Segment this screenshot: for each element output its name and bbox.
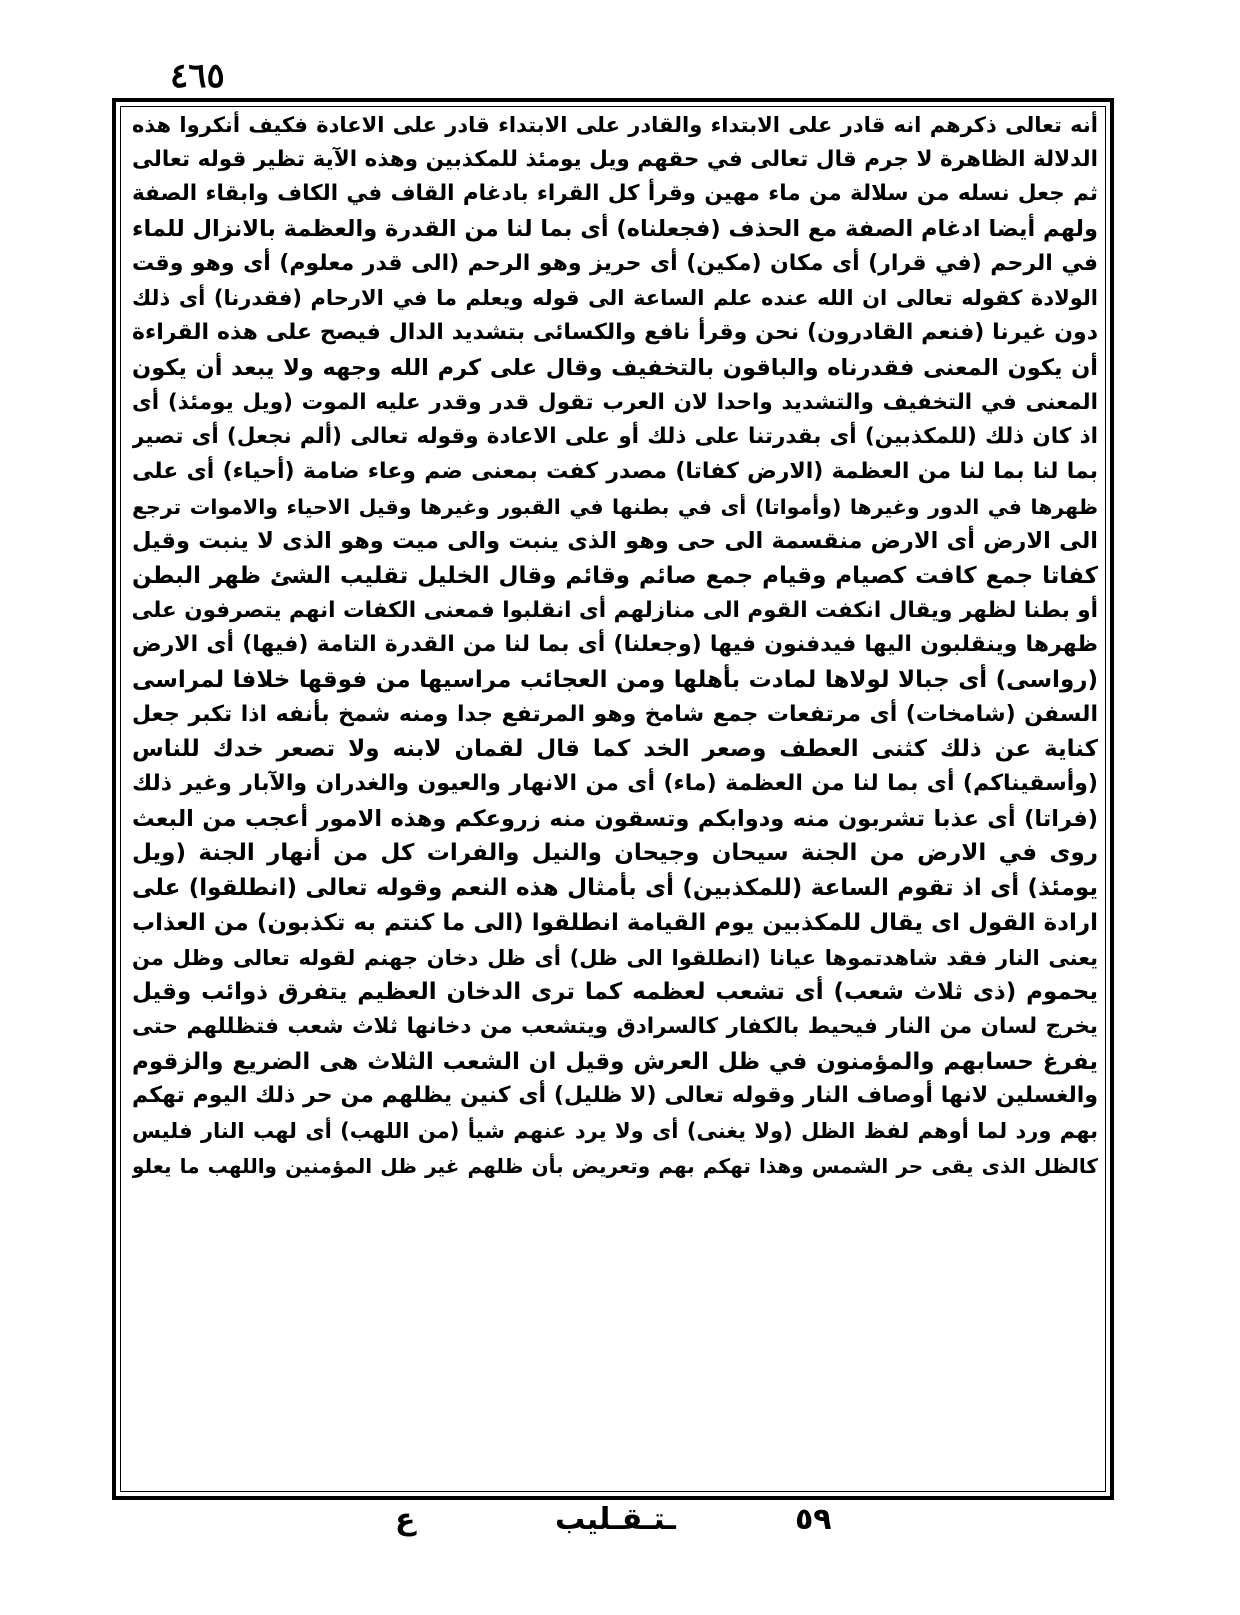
text-line: ولهم أيضا ادغام الصفة مع الحذف (فجعلناه) أى بما لنا من القدرة والعظمة بالانزال للماء [132,216,1098,243]
text-line: كفاتا جمع كافت كصيام وقيام جمع صائم وقائم وقال الخليل تقليب الشئ ظهر البطن [132,562,1098,589]
text-line: الدلالة الظاهرة لا جرم قال تعالى في حقهم ويل يومئذ للمكذبين وهذه الآية تظير قوله تعالى [132,146,1098,172]
text-line: كالظل الذى يقى حر الشمس وهذا تهكم بهم وتعريض بأن ظلهم غير ظل المؤمنين واللهب ما يعلو [132,1153,1098,1178]
text-line: الولادة كقوله تعالى ان الله عنده علم الساعة الى قوله ويعلم ما في الارحام (فقدرنا) أى ذلك [132,286,1098,311]
text-line: أنه تعالى ذكرهم انه قادر على الابتداء والقادر على الابتداء قادر على الاعادة فكيف أنكروا هذه [132,113,1098,137]
text-line: يخرج لسان من النار فيحيط بالكفار كالسرادق ويتشعب من دخانها ثلاث شعب فتظللهم حتى [132,1013,1098,1039]
signature-mark: ع [395,1502,416,1537]
body-text [132,108,1098,1183]
text-line: اذ كان ذلك (للمكذبين) أى بقدرتنا على ذلك أو على الاعادة وقوله تعالى (ألم نجعل) أى تصير [132,424,1098,450]
text-line: في الرحم (في قرار) أى مكان (مكين) أى حريز وهو الرحم (الى قدر معلوم) أى وهو وقت [132,250,1098,276]
catchword: ـتـقـليب [555,1502,676,1537]
text-line: روى في الارض من الجنة سيحان وجيحان والنيل والفرات كل من أنهار الجنة (ويل [132,840,1098,867]
page-footer [0,1498,1240,1558]
text-line: ظهرها وينقلبون اليها فيدفنون فيها (وجعلنا) أى بما لنا من القدرة التامة (فيها) أى الارض [132,632,1098,658]
sheet-number: ٥٩ [795,1502,832,1537]
text-frame [112,98,1114,1500]
text-line: ظهرها في الدور وغيرها (وأمواتا) أى في بطنها في القبور وغيرها وقيل الاحياء والاموات ترجع [132,494,1098,519]
text-line: (وأسقيناكم) أى بما لنا من العظمة (ماء) أى من الانهار والعيون والغدران والآبار وغير ذلك [132,771,1098,797]
text-line: يعنى النار فقد شاهدتموها عيانا (انطلقوا الى ظل) أى ظل دخان جهنم لقوله تعالى وظل من [132,945,1098,970]
page-number: ٤٦٥ [170,56,225,96]
text-line: يومئذ) أى اذ تقوم الساعة (للمكذبين) أى بأمثال هذه النعم وقوله تعالى (انطلقوا) على [132,875,1098,902]
text-line: الى الارض أى الارض منقسمة الى حى وهو الذى ينبت والى ميت وهو الذى لا ينبت وقيل [132,528,1098,555]
text-line: (رواسى) أى جبالا لولاها لمادت بأهلها ومن العجائب مراسيها من فوقها خلافا لمراسى [132,667,1098,693]
text-line: دون غيرنا (فنعم القادرون) نحن وقرأ نافع والكسائى بتشديد الدال فيصح على هذه القراءة [132,320,1098,346]
text-line: والغسلين لانها أوصاف النار وقوله تعالى (لا ظليل) أى كنين يظلهم من حر ذلك اليوم تهكم [132,1083,1098,1109]
text-line: بهم ورد لما أوهم لفظ الظل (ولا يغنى) أى ولا يرد عنهم شيأ (من اللهب) أى لهب النار فليس [132,1118,1098,1143]
text-line: يفرغ حسابهم والمؤمنون في ظل العرش وقيل ان الشعب الثلاث هى الضريع والزقوم [132,1048,1098,1075]
text-line: السفن (شامخات) أى مرتفعات جمع شامخ وهو المرتفع جدا ومنه شمخ بأنفه اذا تكبر جعل [132,701,1098,727]
text-line: بما لنا بما لنا من العظمة (الارض كفاتا) مصدر كفت بمعنى ضم وعاء ضامة (أحياء) أى على [132,458,1098,484]
text-line: (فراتا) أى عذبا تشربون منه ودوابكم وتسقون منه زروعكم وهذه الامور أعجب من البعث [132,805,1098,832]
text-line: أو بطنا لظهر ويقال انكفت القوم الى منازلهم أى انقلبوا فمعنى الكفات انهم يتصرفون على [132,597,1098,623]
text-line: كناية عن ذلك كثنى العطف وصعر الخد كما قال لقمان لابنه ولا تصعر خدك للناس [132,736,1098,763]
text-line: ارادة القول اى يقال للمكذبين يوم القيامة انطلقوا (الى ما كنتم به تكذبون) من العذاب [132,909,1098,936]
text-line: ثم جعل نسله من سلالة من ماء مهين وقرأ كل القراء بادغام القاف في الكاف وابقاء الصفة [132,181,1098,207]
text-line: يحموم (ذى ثلاث شعب) أى تشعب لعظمه كما ترى الدخان العظيم يتفرق ذوائب وقيل [132,979,1098,1006]
text-line: المعنى في التخفيف والتشديد واحدا لان العرب تقول قدر وقدر عليه الموت (ويل يومئذ) أى [132,389,1098,415]
text-line: أن يكون المعنى فقدرناه والباقون بالتخفيف وقال على كرم الله وجهه ولا يبعد أن يكون [132,354,1098,381]
